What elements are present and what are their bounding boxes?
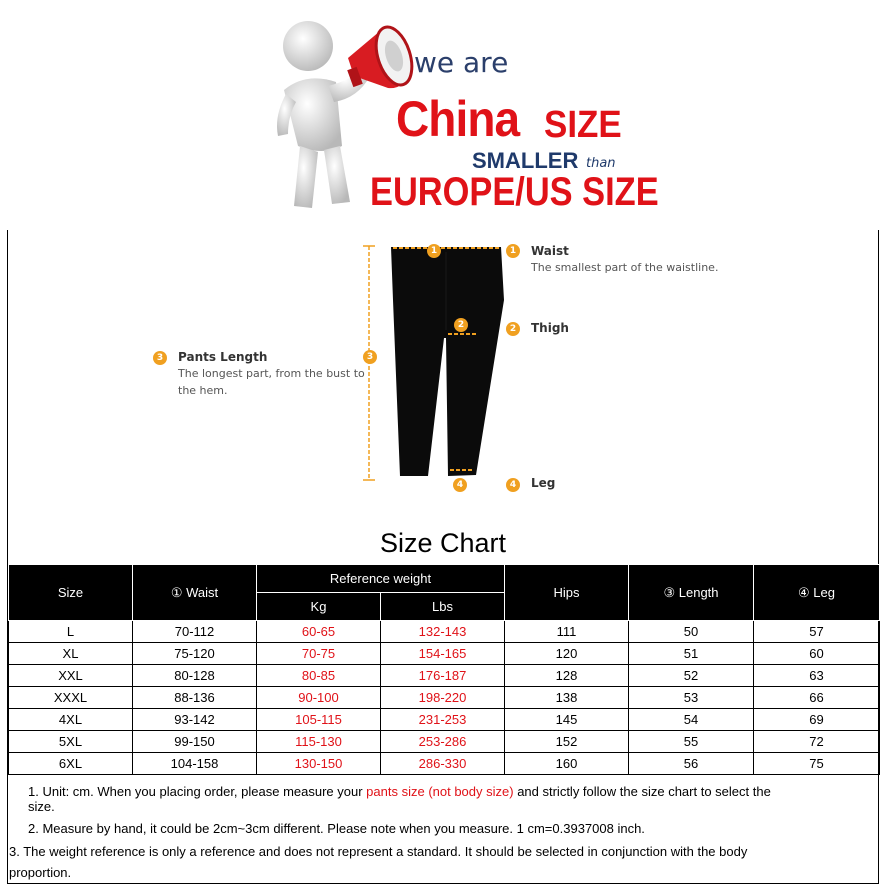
cell-length: 52 <box>629 665 754 687</box>
length-title: Pants Length <box>178 350 268 364</box>
length-description-line2: the hem. <box>178 384 228 397</box>
cell-lbs: 286-330 <box>381 753 505 775</box>
cell-lbs: 231-253 <box>381 709 505 731</box>
leg-label-badge: 4 <box>506 478 520 492</box>
cell-length: 55 <box>629 731 754 753</box>
cell-length: 51 <box>629 643 754 665</box>
table-row <box>9 731 880 753</box>
leg-marker-icon: 4 <box>453 478 467 492</box>
cell-length: 54 <box>629 709 754 731</box>
cell-lbs: 198-220 <box>381 687 505 709</box>
measurement-diagram <box>8 230 878 530</box>
cell-size: XL <box>9 643 133 665</box>
thigh-marker-icon: 2 <box>454 318 468 332</box>
cell-leg: 57 <box>754 621 880 643</box>
note-2: 2. Measure by hand, it could be 2cm~3cm different. Please note when you measure. 1 cm=0.3937008 inch. <box>28 821 645 836</box>
cell-lbs: 176-187 <box>381 665 505 687</box>
cell-length: 56 <box>629 753 754 775</box>
table-row <box>9 753 880 775</box>
cell-hips: 152 <box>505 731 629 753</box>
table-row <box>9 621 880 643</box>
header-size: Size <box>9 565 133 621</box>
cell-leg: 72 <box>754 731 880 753</box>
banner-china: China <box>396 91 520 147</box>
size-table <box>8 564 880 775</box>
cell-waist: 80-128 <box>133 665 257 687</box>
cell-hips: 138 <box>505 687 629 709</box>
length-label-badge: 3 <box>153 351 167 365</box>
banner-we-are: we are <box>414 46 509 79</box>
cell-kg: 105-115 <box>257 709 381 731</box>
cell-hips: 128 <box>505 665 629 687</box>
leg-title: Leg <box>531 476 556 490</box>
size-chart-title: Size Chart <box>379 528 507 558</box>
header-waist: ① Waist <box>133 565 257 621</box>
note-1-text-end: and strictly follow the size chart to select the <box>513 784 771 799</box>
thigh-title: Thigh <box>531 321 569 335</box>
waist-marker-icon: 1 <box>427 244 441 258</box>
cell-size: XXL <box>9 665 133 687</box>
cell-waist: 93-142 <box>133 709 257 731</box>
cell-hips: 120 <box>505 643 629 665</box>
cell-waist: 70-112 <box>133 621 257 643</box>
length-description-line1: The longest part, from the bust to <box>178 367 365 380</box>
cell-waist: 75-120 <box>133 643 257 665</box>
cell-size: 6XL <box>9 753 133 775</box>
thigh-label-badge: 2 <box>506 322 520 336</box>
length-marker-icon: 3 <box>363 350 377 364</box>
cell-waist: 88-136 <box>133 687 257 709</box>
cell-kg: 130-150 <box>257 753 381 775</box>
banner-smaller: SMALLER <box>472 148 579 173</box>
header-kg: Kg <box>257 593 381 621</box>
header-hips: Hips <box>505 565 629 621</box>
china-size-banner <box>270 6 659 216</box>
banner-size: SIZE <box>544 104 622 146</box>
cell-waist: 104-158 <box>133 753 257 775</box>
note-3-line1: 3. The weight reference is only a reference and does not represent a standard. It should be selected in conjunction with the body <box>9 844 748 859</box>
cell-hips: 145 <box>505 709 629 731</box>
note-1-text: 1. Unit: cm. When you placing order, please measure your <box>28 784 367 799</box>
cell-leg: 69 <box>754 709 880 731</box>
cell-hips: 160 <box>505 753 629 775</box>
cell-kg: 80-85 <box>257 665 381 687</box>
header-leg: ④ Leg <box>754 565 880 621</box>
table-row <box>9 687 880 709</box>
cell-waist: 99-150 <box>133 731 257 753</box>
cell-length: 50 <box>629 621 754 643</box>
header-lbs: Lbs <box>381 593 505 621</box>
cell-length: 53 <box>629 687 754 709</box>
cell-size: 4XL <box>9 709 133 731</box>
cell-kg: 60-65 <box>257 621 381 643</box>
cell-size: 5XL <box>9 731 133 753</box>
header-length: ③ Length <box>629 565 754 621</box>
cell-lbs: 253-286 <box>381 731 505 753</box>
cell-leg: 63 <box>754 665 880 687</box>
note-1-highlight: pants size (not body size) <box>366 784 514 799</box>
waist-description: The smallest part of the waistline. <box>531 261 719 274</box>
banner-than: than <box>586 156 616 171</box>
cell-leg: 75 <box>754 753 880 775</box>
cell-hips: 111 <box>505 621 629 643</box>
size-guide-frame <box>7 230 879 884</box>
pants-illustration-icon <box>8 230 878 530</box>
cell-leg: 60 <box>754 643 880 665</box>
table-row <box>9 643 880 665</box>
cell-lbs: 132-143 <box>381 621 505 643</box>
cell-size: XXXL <box>9 687 133 709</box>
cell-kg: 115-130 <box>257 731 381 753</box>
waist-title: Waist <box>531 244 569 258</box>
note-1 <box>28 784 868 800</box>
waist-label-badge: 1 <box>506 244 520 258</box>
banner-europe-us-size: EUROPE/US SIZE <box>370 170 659 214</box>
cell-leg: 66 <box>754 687 880 709</box>
note-3-line2: proportion. <box>9 865 72 880</box>
header-reference-weight: Reference weight <box>257 565 505 593</box>
cell-lbs: 154-165 <box>381 643 505 665</box>
table-row <box>9 709 880 731</box>
cell-kg: 70-75 <box>257 643 381 665</box>
cell-size: L <box>9 621 133 643</box>
cell-kg: 90-100 <box>257 687 381 709</box>
note-1-continuation: size. <box>28 799 55 814</box>
table-row <box>9 665 880 687</box>
